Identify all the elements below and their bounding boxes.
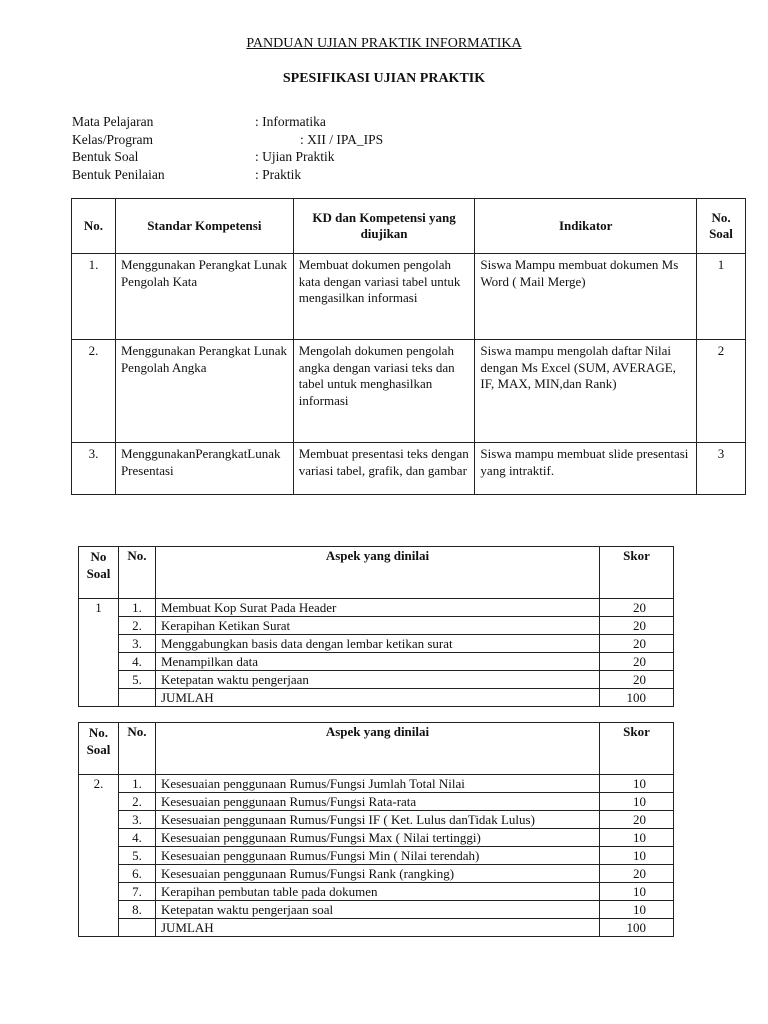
cell-no: 1.	[118, 599, 155, 617]
cell-no-soal: 2	[697, 340, 746, 443]
cell-skor: 20	[600, 635, 674, 653]
header-no-soal: No. Soal	[79, 723, 119, 775]
score-table-soal-2	[78, 722, 674, 937]
cell-no	[118, 689, 155, 707]
header-kd: KD dan Kompetensi yang diujikan	[293, 199, 475, 254]
cell-no: 4.	[118, 829, 155, 847]
cell-no: 4.	[118, 653, 155, 671]
cell-skor: 10	[600, 847, 674, 865]
header-no: No.	[72, 199, 116, 254]
table-row	[79, 901, 674, 919]
header-standar-kompetensi: Standar Kompetensi	[115, 199, 293, 254]
table-row	[79, 599, 674, 617]
cell-no: 2.	[118, 793, 155, 811]
cell-skor: 20	[600, 599, 674, 617]
cell-aspek: Ketepatan waktu pengerjaan soal	[155, 901, 599, 919]
info-value: : Praktik	[255, 166, 302, 182]
cell-standar-kompetensi: Menggunakan Perangkat Lunak Pengolah Angka	[115, 340, 293, 443]
cell-aspek: Kesesuaian penggunaan Rumus/Fungsi Rata-rata	[155, 793, 599, 811]
cell-aspek: Kesesuaian penggunaan Rumus/Fungsi Rank (rangking)	[155, 865, 599, 883]
total-row	[79, 689, 674, 707]
cell-aspek: Ketepatan waktu pengerjaan	[155, 671, 599, 689]
header-no: No.	[118, 547, 155, 599]
cell-no: 7.	[118, 883, 155, 901]
cell-no: 1.	[118, 775, 155, 793]
cell-skor: 20	[600, 811, 674, 829]
header-no: No.	[118, 723, 155, 775]
cell-aspek: Kesesuaian penggunaan Rumus/Fungsi Jumlah Total Nilai	[155, 775, 599, 793]
cell-no: 2.	[72, 340, 116, 443]
cell-no: 6.	[118, 865, 155, 883]
table-row	[79, 811, 674, 829]
cell-standar-kompetensi: Menggunakan Perangkat Lunak Pengolah Kata	[115, 254, 293, 340]
table-row	[79, 617, 674, 635]
info-label: Mata Pelajaran	[72, 114, 154, 129]
table-row	[79, 865, 674, 883]
table-row	[72, 340, 746, 443]
header-aspek: Aspek yang dinilai	[155, 547, 599, 599]
document-title: PANDUAN UJIAN PRAKTIK INFORMATIKA	[246, 36, 522, 51]
info-label: Bentuk Penilaian	[72, 166, 165, 182]
cell-aspek: Menampilkan data	[155, 653, 599, 671]
cell-skor: 20	[600, 617, 674, 635]
total-value: 100	[600, 689, 674, 707]
cell-aspek: Kerapihan pembutan table pada dokumen	[155, 883, 599, 901]
table-header-row	[79, 723, 674, 775]
table-row	[79, 829, 674, 847]
table-row	[79, 793, 674, 811]
cell-no-soal: 2.	[79, 775, 119, 937]
cell-no: 3.	[72, 443, 116, 495]
header-no-soal: No. Soal	[697, 199, 746, 254]
cell-aspek: Kesesuaian penggunaan Rumus/Fungsi Min ( Nilai terendah)	[155, 847, 599, 865]
table-row	[79, 671, 674, 689]
cell-kd: Membuat presentasi teks dengan variasi tabel, grafik, dan gambar	[293, 443, 475, 495]
cell-aspek: Kerapihan Ketikan Surat	[155, 617, 599, 635]
cell-indikator: Siswa mampu membuat slide presentasi yang intraktif.	[475, 443, 697, 495]
specification-table	[71, 198, 746, 495]
document-subtitle: SPESIFIKASI UJIAN PRAKTIK	[282, 71, 486, 86]
cell-no	[118, 919, 155, 937]
cell-skor: 10	[600, 793, 674, 811]
cell-no: 8.	[118, 901, 155, 919]
info-label: Kelas/Program	[72, 131, 153, 147]
cell-skor: 10	[600, 883, 674, 901]
header-indikator: Indikator	[475, 199, 697, 254]
info-value: : XII / IPA_IPS	[300, 131, 384, 147]
cell-standar-kompetensi: MenggunakanPerangkatLunakPresentasi	[115, 443, 293, 495]
cell-indikator: Siswa mampu mengolah daftar Nilai dengan Ms Excel (SUM, AVERAGE, IF, MAX, MIN,dan Rank)	[475, 340, 697, 443]
cell-no: 5.	[118, 671, 155, 689]
cell-aspek: Kesesuaian penggunaan Rumus/Fungsi Max ( Nilai tertinggi)	[155, 829, 599, 847]
cell-no-soal: 1	[697, 254, 746, 340]
score-table-soal-1	[78, 546, 674, 707]
cell-skor: 20	[600, 671, 674, 689]
cell-no: 1.	[72, 254, 116, 340]
cell-aspek: Menggabungkan basis data dengan lembar ketikan surat	[155, 635, 599, 653]
info-value: : Ujian Praktik	[255, 149, 335, 164]
table-row	[79, 847, 674, 865]
cell-no-soal: 1	[79, 599, 119, 707]
header-no-soal: No Soal	[79, 547, 119, 599]
info-value: : Informatika	[255, 114, 326, 129]
cell-no-soal: 3	[697, 443, 746, 495]
total-label: JUMLAH	[155, 689, 599, 707]
cell-no: 5.	[118, 847, 155, 865]
table-row	[72, 443, 746, 495]
cell-indikator: Siswa Mampu membuat dokumen Ms Word ( Mail Merge)	[475, 254, 697, 340]
cell-aspek: Kesesuaian penggunaan Rumus/Fungsi IF ( Ket. Lulus danTidak Lulus)	[155, 811, 599, 829]
cell-aspek: Membuat Kop Surat Pada Header	[155, 599, 599, 617]
table-row	[79, 775, 674, 793]
cell-no: 3.	[118, 635, 155, 653]
cell-skor: 10	[600, 775, 674, 793]
table-row	[79, 635, 674, 653]
header-skor: Skor	[600, 547, 674, 599]
cell-skor: 20	[600, 865, 674, 883]
header-aspek: Aspek yang dinilai	[155, 723, 599, 775]
total-row	[79, 919, 674, 937]
table-row	[72, 254, 746, 340]
cell-kd: Membuat dokumen pengolah kata dengan variasi tabel untuk mengasilkan informasi	[293, 254, 475, 340]
cell-kd: Mengolah dokumen pengolah angka dengan variasi teks dan tabel untuk menghasilkan informasi	[293, 340, 475, 443]
cell-skor: 10	[600, 901, 674, 919]
cell-skor: 20	[600, 653, 674, 671]
info-label: Bentuk Soal	[72, 149, 139, 164]
total-value: 100	[600, 919, 674, 937]
cell-no: 2.	[118, 617, 155, 635]
table-row	[79, 653, 674, 671]
total-label: JUMLAH	[155, 919, 599, 937]
table-row	[79, 883, 674, 901]
table-header-row	[79, 547, 674, 599]
table-header-row	[72, 199, 746, 254]
cell-skor: 10	[600, 829, 674, 847]
header-skor: Skor	[600, 723, 674, 775]
cell-no: 3.	[118, 811, 155, 829]
